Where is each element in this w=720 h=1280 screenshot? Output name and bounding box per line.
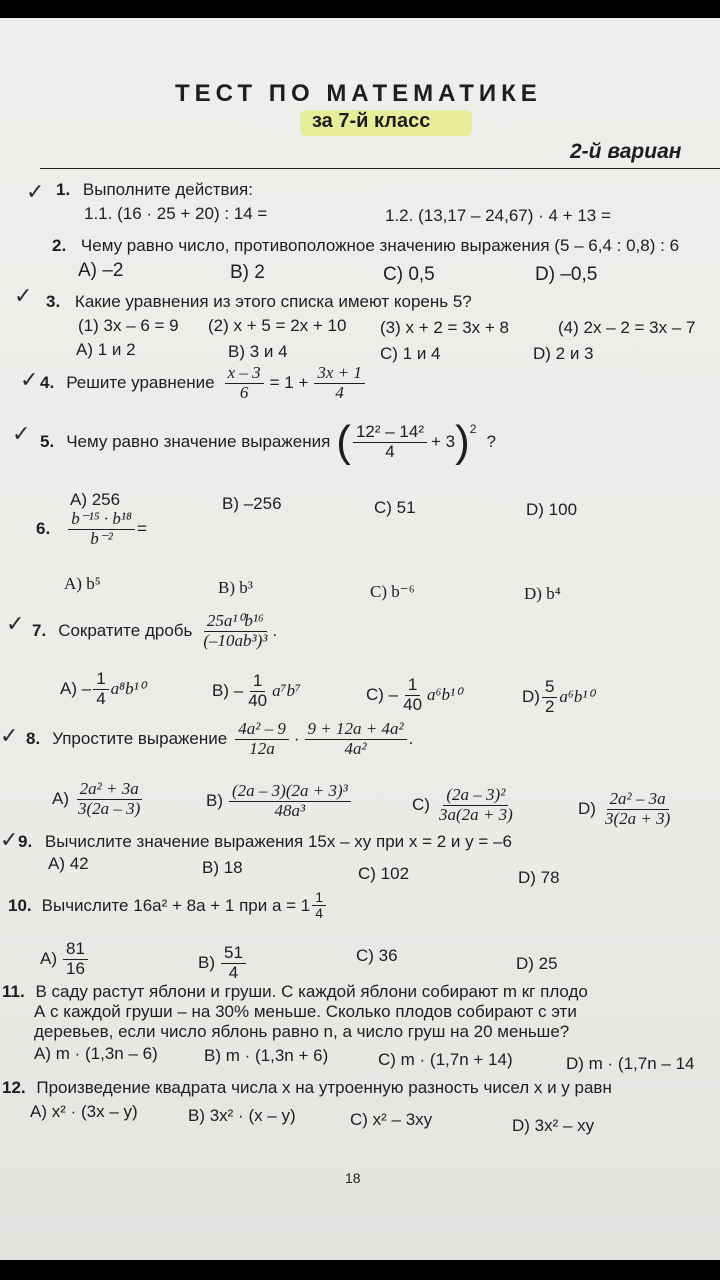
option-letter: B) <box>206 791 223 811</box>
question-10 <box>8 890 328 922</box>
question-number: 7. <box>32 621 47 641</box>
question-text: Сократите дробь <box>58 621 193 641</box>
option-d: D) m · (1,7n – 14 <box>566 1054 695 1073</box>
option-c: C) x² – 3xy <box>350 1110 433 1129</box>
option-b: B) –256 <box>222 494 282 513</box>
option-d: D) 3x² – xy <box>512 1116 595 1135</box>
option-letter: A) <box>52 789 69 809</box>
option-c <box>412 786 518 824</box>
question-text: В саду растут яблони и груши. С каждой яблони собирают m кг плодо <box>35 982 588 1001</box>
numerator: 5 <box>542 678 557 698</box>
numerator: 2a² + 3a <box>77 780 142 800</box>
fraction-1 <box>235 720 289 758</box>
question-mark: ? <box>486 432 496 451</box>
fraction <box>400 676 425 714</box>
numerator: 51 <box>221 944 246 964</box>
option-letter: A) – <box>60 679 92 699</box>
numerator: 12² – 14² <box>353 423 427 443</box>
task-1-1: 1.1. (16 · 25 + 20) : 14 = <box>84 204 268 223</box>
numerator: 4a² – 9 <box>235 720 289 740</box>
fraction <box>229 782 351 820</box>
option-d: D) 25 <box>516 954 558 973</box>
fraction-2 <box>305 720 407 758</box>
question-4 <box>40 364 367 402</box>
question-text: Решите уравнение <box>66 373 215 393</box>
option-c: C) 51 <box>374 498 416 517</box>
denominator: 12a <box>249 738 275 758</box>
numerator: 25a¹⁰b¹⁶ <box>204 612 267 632</box>
option-c: C) 102 <box>358 864 410 883</box>
question-7 <box>32 612 277 650</box>
option-letter: A) <box>40 949 57 969</box>
denominator: 3(2a – 3) <box>78 798 141 818</box>
option-d: D) 78 <box>518 868 560 887</box>
question-number: 11. <box>2 982 25 1001</box>
denominator: 6 <box>239 382 249 402</box>
fraction <box>353 423 427 461</box>
numerator: 81 <box>63 940 88 960</box>
question-8 <box>26 720 413 758</box>
numerator: (2a – 3)(2a + 3)³ <box>229 782 351 802</box>
option-b <box>206 782 353 820</box>
page-subtitle: за 7-й класс <box>312 110 431 132</box>
question-text-line-3: деревьев, если число яблонь равно n, а число груш на 20 меньше? <box>34 1022 570 1041</box>
option-expression: a⁶b¹⁰ <box>559 687 595 707</box>
equation-4: (4) 2x – 2 = 3x – 7 <box>558 318 696 337</box>
option-b <box>198 944 248 982</box>
numerator: (2a – 3)² <box>443 786 508 806</box>
option-b: B) b³ <box>218 578 253 597</box>
denominator: 4 <box>228 962 239 982</box>
question-number: 6. <box>36 519 51 539</box>
option-d <box>578 790 675 828</box>
fraction <box>200 612 270 650</box>
check-mark-icon: ✓ <box>12 422 31 447</box>
option-c: C) 0,5 <box>383 264 435 285</box>
numerator: 1 <box>312 890 326 906</box>
operator: · <box>293 729 300 749</box>
numerator: 1 <box>405 676 420 696</box>
question-9 <box>18 832 512 852</box>
page-number: 18 <box>345 1170 361 1186</box>
option-a: A) 256 <box>70 490 121 509</box>
question-number: 4. <box>40 373 55 393</box>
header-divider <box>40 168 720 169</box>
question-text: Вычислите значение выражения 15x – xy при x = 2 и y = –6 <box>44 832 512 851</box>
check-mark-icon: ✓ <box>0 828 19 853</box>
question-text: Чему равно значение выражения <box>66 432 331 451</box>
question-text: Выполните действия: <box>82 180 253 199</box>
question-text: Упростите выражение <box>52 729 228 749</box>
denominator: 16 <box>66 958 85 978</box>
option-c: C) 1 и 4 <box>380 344 441 363</box>
question-11 <box>2 982 588 1002</box>
fraction <box>93 670 108 708</box>
option-b: B) 18 <box>202 858 243 877</box>
check-mark-icon: ✓ <box>6 612 25 637</box>
option-letter: B) <box>198 953 215 973</box>
denominator: 4 <box>96 688 106 708</box>
exponent: 2 <box>469 422 477 436</box>
denominator: (–10ab³)³ <box>203 630 268 650</box>
question-text-line-2: А с каждой груши – на 30% меньше. Сколько плодов собирают с эти <box>34 1002 577 1021</box>
variant-label: 2-й вариан <box>570 140 682 163</box>
option-a: A) b⁵ <box>64 574 101 593</box>
option-a: A) 1 и 2 <box>76 340 136 359</box>
option-expression: a⁶b¹⁰ <box>427 685 462 705</box>
denominator: 4a² <box>344 738 367 758</box>
denominator: 3a(2a + 3) <box>438 804 513 824</box>
equation-3: (3) x + 2 = 3x + 8 <box>380 318 509 337</box>
fraction <box>602 790 673 828</box>
denominator: 4 <box>335 382 344 402</box>
option-d: D) 2 и 3 <box>533 344 594 363</box>
equals-sign: = <box>136 519 147 539</box>
option-d: D) –0,5 <box>535 264 598 285</box>
option-a <box>40 940 90 978</box>
numerator: x – 3 <box>225 364 264 384</box>
denominator: 40 <box>248 690 268 710</box>
option-d <box>522 678 594 716</box>
fraction <box>542 678 557 716</box>
numerator: 9 + 12a + 4a² <box>305 720 407 740</box>
denominator: b⁻² <box>90 528 113 548</box>
question-number: 8. <box>26 729 41 749</box>
option-a <box>60 670 145 708</box>
option-letter: B) – <box>212 681 244 701</box>
option-d: D) 100 <box>526 500 578 519</box>
option-b: B) m · (1,3n + 6) <box>204 1046 329 1065</box>
page-title: ТЕСТ ПО МАТЕМАТИКЕ <box>175 80 542 107</box>
option-letter: D) <box>522 687 540 707</box>
option-b: B) 3 и 4 <box>228 342 288 361</box>
question-text: Произведение квадрата числа x на утроенную разность чисел x и y равн <box>36 1078 612 1097</box>
check-mark-icon: ✓ <box>0 724 19 749</box>
fraction <box>436 786 516 824</box>
option-d: D) b⁴ <box>524 584 561 603</box>
equation-1: (1) 3x – 6 = 9 <box>78 316 179 335</box>
option-letter: C) – <box>366 685 399 705</box>
fraction <box>63 940 88 978</box>
option-c <box>366 676 462 714</box>
numerator: 1 <box>93 670 108 690</box>
numerator: 2a² – 3a <box>607 790 669 810</box>
option-a: A) x² · (3x – y) <box>30 1102 138 1121</box>
plus-term: + 3 <box>431 432 456 451</box>
question-number: 10. <box>8 895 32 915</box>
denominator: 2 <box>544 696 555 716</box>
task-1-2: 1.2. (13,17 – 24,67) · 4 + 13 = <box>385 206 611 225</box>
option-letter: C) <box>412 795 430 815</box>
question-3 <box>46 292 472 312</box>
question-number: 9. <box>18 832 33 851</box>
equation-middle: = 1 + <box>269 373 309 393</box>
question-text: Чему равно число, противоположное значению выражения (5 – 6,4 : 0,8) : 6 <box>80 236 680 255</box>
check-mark-icon: ✓ <box>26 180 45 205</box>
question-number: 1. <box>56 180 71 199</box>
denominator: 3(2a + 3) <box>604 808 671 828</box>
fraction <box>68 510 135 548</box>
option-a: A) 42 <box>48 854 89 873</box>
denominator: 48a³ <box>274 800 306 820</box>
fraction <box>245 672 270 710</box>
option-b: B) 2 <box>230 262 265 283</box>
numerator: 3x + 1 <box>314 364 365 384</box>
option-expression: a⁷b⁷ <box>272 681 301 701</box>
numerator: 1 <box>250 672 265 692</box>
numerator: b⁻¹⁵ · b¹⁸ <box>68 510 135 530</box>
question-1 <box>56 180 253 200</box>
question-text: Какие уравнения из этого списка имеют корень 5? <box>74 292 472 311</box>
fraction-right <box>314 364 365 402</box>
question-12 <box>2 1078 612 1098</box>
equation-2: (2) x + 5 = 2x + 10 <box>208 316 347 335</box>
question-text: Вычислите 16a² + 8a + 1 при a = 1 <box>41 895 311 915</box>
question-2 <box>52 236 679 256</box>
option-a: A) –2 <box>78 260 124 281</box>
question-number: 2. <box>52 236 67 255</box>
denominator: 4 <box>385 441 395 461</box>
option-c: C) 36 <box>356 946 398 965</box>
denominator: 40 <box>403 694 423 714</box>
option-c: C) m · (1,7n + 14) <box>378 1050 513 1069</box>
question-number: 5. <box>40 432 55 451</box>
fraction <box>221 944 246 982</box>
fraction <box>75 780 143 818</box>
fraction-left <box>225 364 264 402</box>
test-page <box>0 18 720 1260</box>
question-5: 5. Чему равно значение выражения ( $\frac{\text{12² – 14²}}{4}$ + 3 ) 2 ? <box>40 417 496 466</box>
question-6 <box>36 510 147 548</box>
option-b <box>212 672 301 710</box>
option-a <box>52 780 145 818</box>
mixed-fraction <box>312 890 326 922</box>
check-mark-icon: ✓ <box>14 284 33 309</box>
option-a: A) m · (1,3n – 6) <box>34 1044 158 1063</box>
question-number: 12. <box>2 1078 26 1097</box>
period: . <box>408 729 414 749</box>
option-expression: a⁸b¹⁰ <box>110 679 146 699</box>
option-letter: D) <box>578 799 596 819</box>
check-mark-icon: ✓ <box>20 368 39 393</box>
question-number: 3. <box>46 292 61 311</box>
period: . <box>272 621 278 641</box>
option-c: C) b⁻⁶ <box>370 582 415 601</box>
denominator: 4 <box>315 905 324 922</box>
option-b: B) 3x² · (x – y) <box>188 1106 296 1125</box>
